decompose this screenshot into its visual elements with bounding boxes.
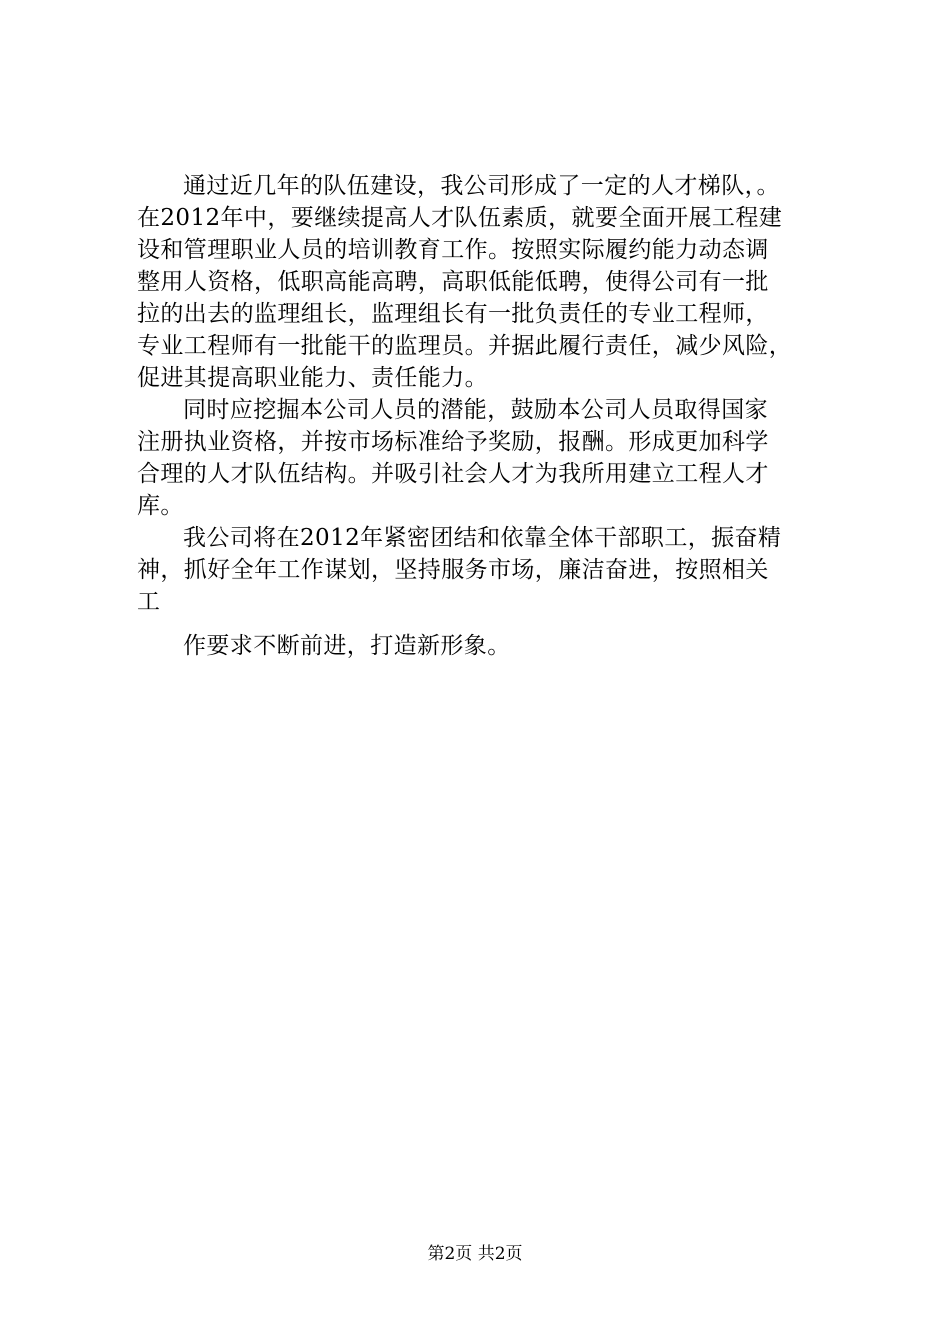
paragraph-line: 整用人资格，低职高能高聘，高职低能低聘，使得公司有一批 xyxy=(137,269,769,295)
paragraph-1 xyxy=(137,170,837,394)
paragraph-spacer xyxy=(137,618,837,630)
paragraph-line: 工 xyxy=(137,589,161,615)
paragraph-line: 库。 xyxy=(137,493,184,519)
paragraph-line: 拉的出去的监理组长，监理组长有一批负责任的专业工程师， xyxy=(137,301,769,327)
paragraph-line: 神，抓好全年工作谋划，坚持服务市场，廉洁奋进，按照相关 xyxy=(137,557,769,583)
paragraph-line: 专业工程师有一批能干的监理员。并据此履行责任，减少风险， xyxy=(137,333,793,359)
paragraph-2 xyxy=(137,394,837,522)
paragraph-line: 合理的人才队伍结构。并吸引社会人才为我所用建立工程人才 xyxy=(137,461,769,487)
paragraph-line: 在2012年中，要继续提高人才队伍素质，就要全面开展工程建 xyxy=(137,205,783,231)
paragraph-line: 同时应挖掘本公司人员的潜能，鼓励本公司人员取得国家 xyxy=(183,397,768,423)
paragraph-line: 通过近几年的队伍建设，我公司形成了一定的人才梯队，。 xyxy=(183,173,780,199)
paragraph-line: 我公司将在2012年紧密团结和依靠全体干部职工，振奋精 xyxy=(183,525,782,551)
page-number-footer: 第2页 共2页 xyxy=(427,1244,523,1264)
paragraph-line: 注册执业资格，并按市场标准给予奖励，报酬。形成更加科学 xyxy=(137,429,769,455)
paragraph-line: 作要求不断前进，打造新形象。 xyxy=(183,633,511,659)
paragraph-4 xyxy=(137,630,837,662)
document-body xyxy=(137,170,837,662)
paragraph-line: 设和管理职业人员的培训教育工作。按照实际履约能力动态调 xyxy=(137,237,769,263)
paragraph-line: 促进其提高职业能力、责任能力。 xyxy=(137,365,488,391)
paragraph-3 xyxy=(137,522,837,618)
